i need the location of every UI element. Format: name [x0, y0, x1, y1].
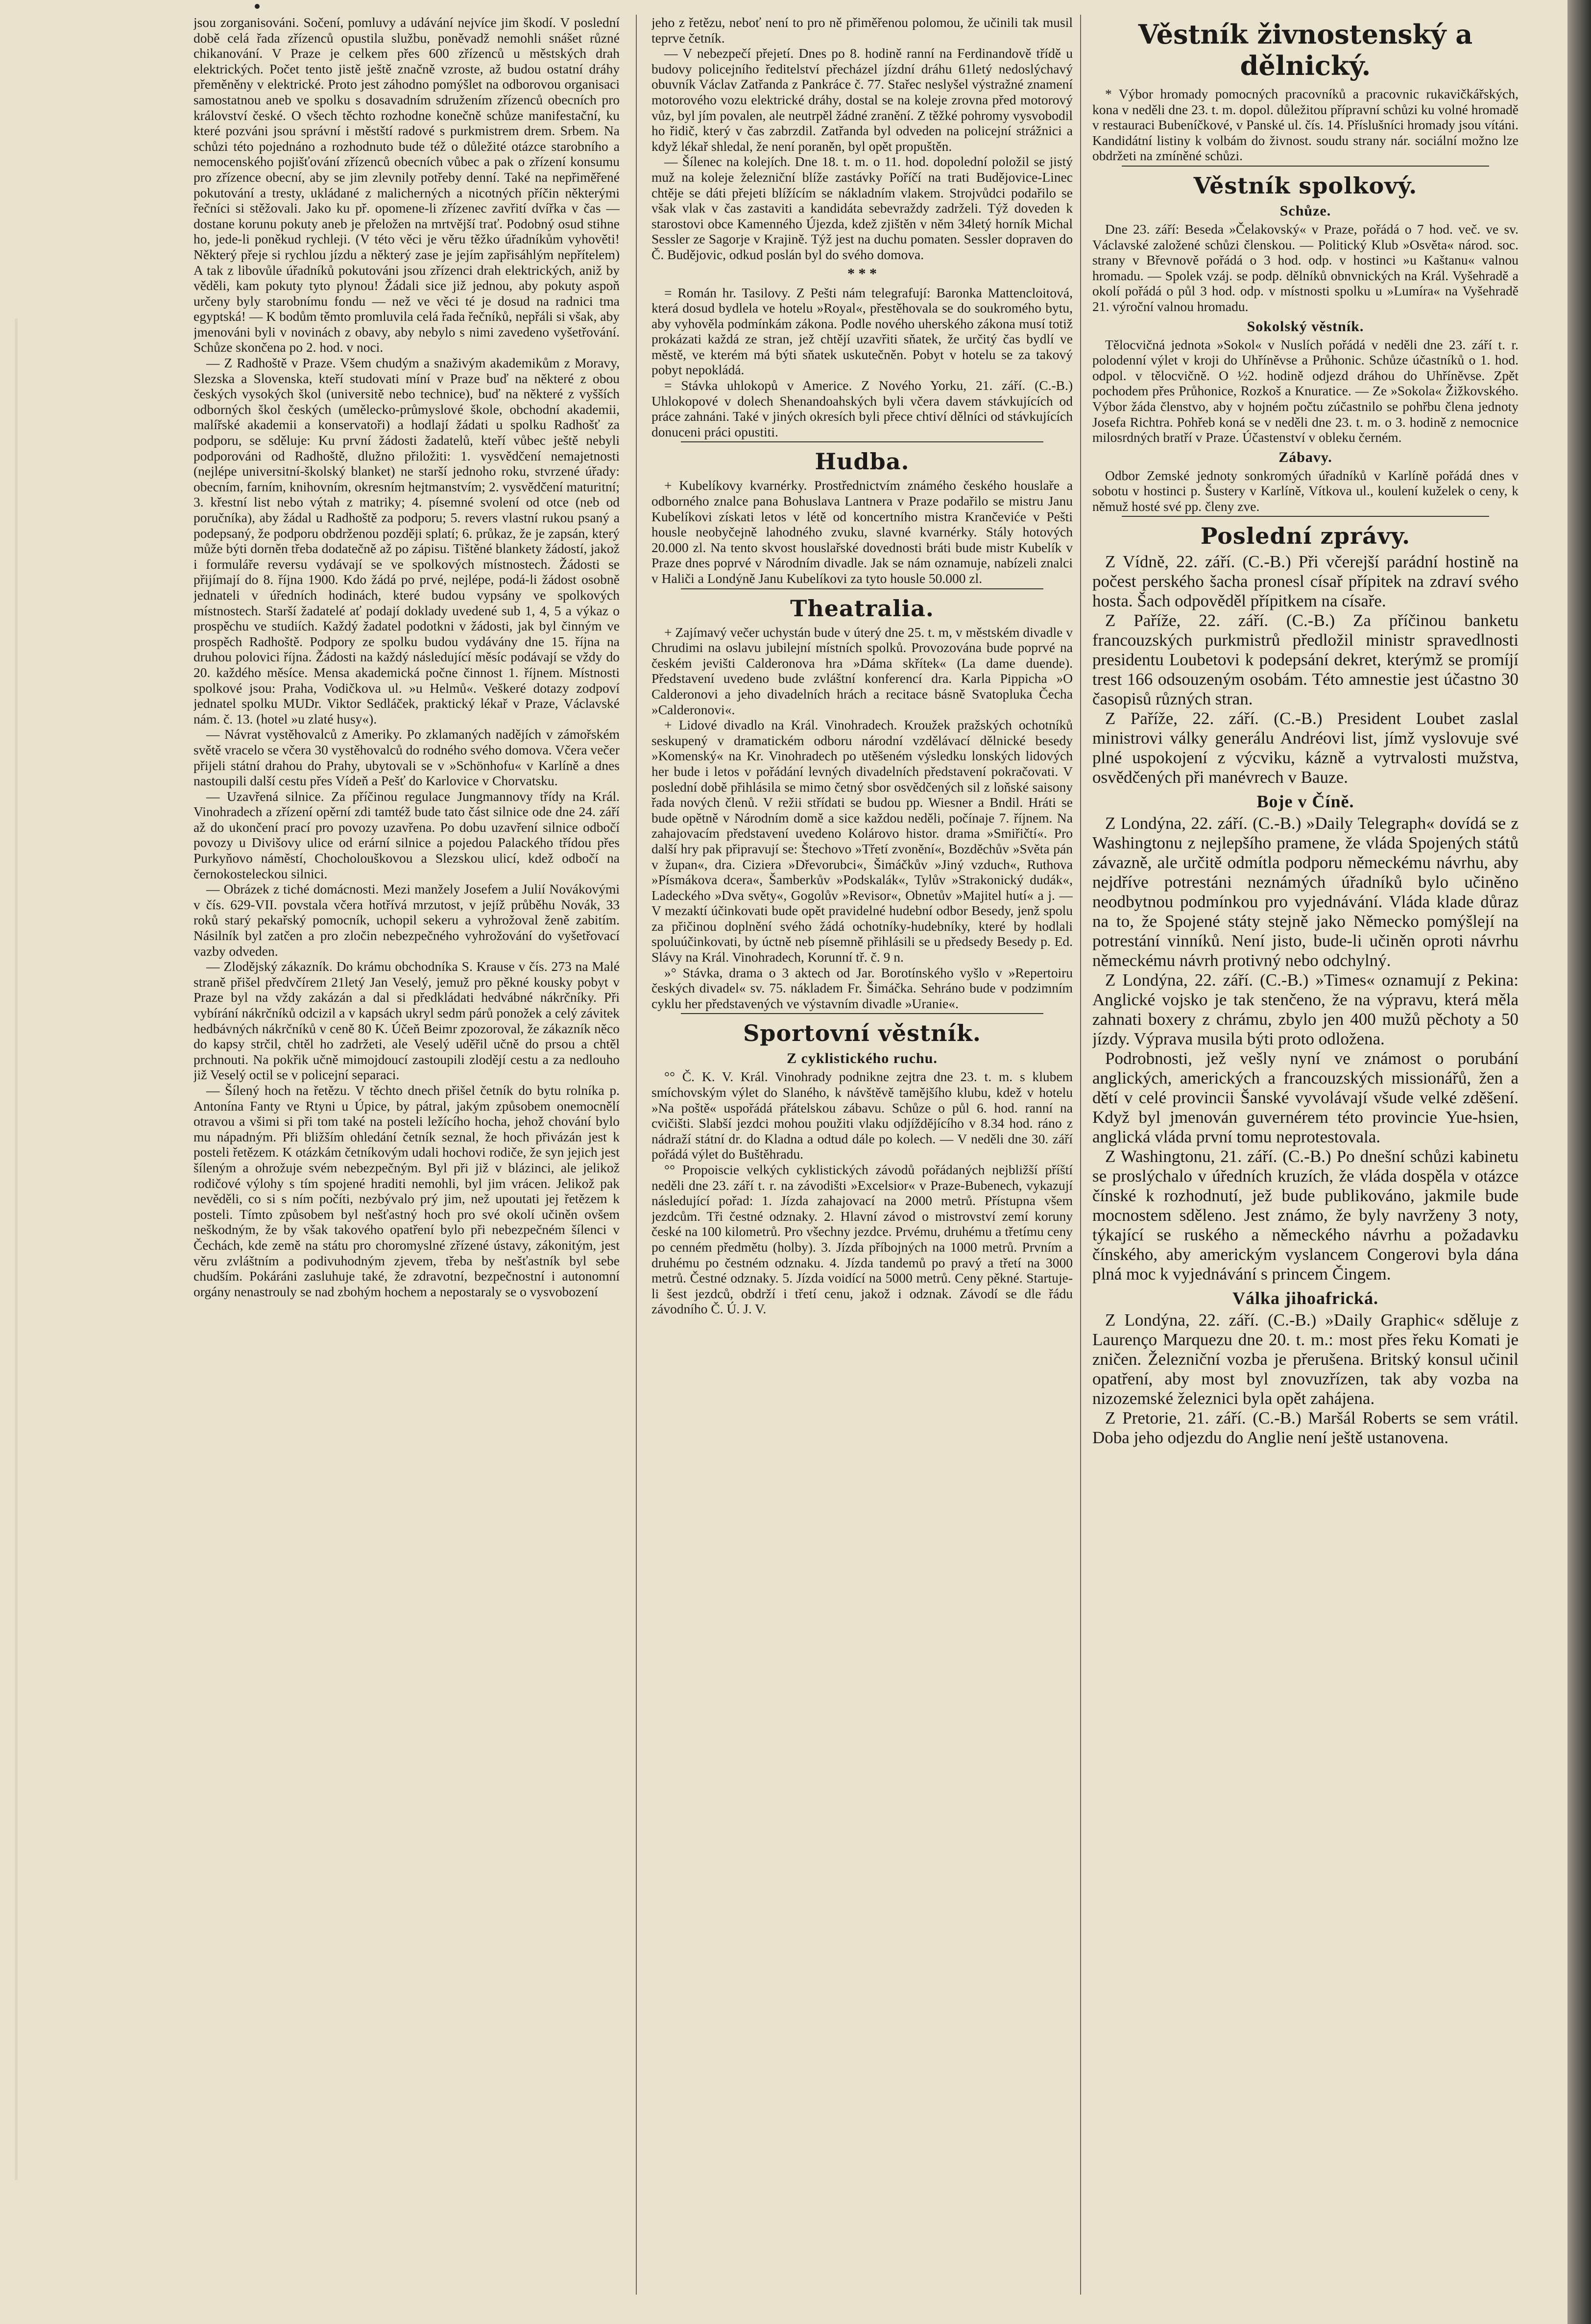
article-text: Odbor Zemské jednoty sonkromých úřadníků v Karlíně pořádá dnes v sobotu v hostinci p. Šustery v Karlíně, Vítkova ul., koulení kuželek o ceny, k němuž hosté své pp. členy zve. — [1092, 467, 1519, 514]
divider — [681, 1013, 1043, 1014]
article-text: jsou zorganisováni. Sočení, pomluvy a udávání nejvíce jim škodí. V poslední době celá řada zřízenců opustila službu, poněvadž nemohli snášet různé chikanování. V Praze je celkem přes 600 zřízenců u městských drah elektrických. Počet tento jistě ještě značně vzroste, až budou ostatní dráhy přeměněny v elektrické. Proto jest záhodno pomýšlet na odborovou organisaci samostatnou aneb ve spolku s dosavadním sdružením zřízenců obecních pro království české. O všech těchto rozhodne konečně schůze manifestační, ku které pozváni jsou správní i městští radové s purkmistrem drem. Srbem. Na schůzi této pojednáno a rozhodnuto bude též o důležité otázce starobního a nemocenského pojišťování zřízenců obecních vůbec a pak o zřízení konsumu pro zřízence obecní, aby se jim zlevnily potřeby denní. Také na nepřiměřené pokutování a tresty, ukládané z malicherných a nicotných příčin některými řečníci si stěžovali. Jako ku př. opomene-li zřízenec zavřití dvířka v čas — dostane korunu pokuty aneb je přeložen na mrtvější trať. Podobný osud stihne ho, jede-li poněkud rychleji. (V této věci je věru těžko úřadníkům vyhověti! Některý přeje si rychlou jízdu a některý zase je jejím zapřisáhlým nepřítelem) A tak z libovůle úřadníků pokutováni jsou zřízenci drah elektrických, aniž by věděli, kam pokuty tyto plynou! Žádali sice již jednou, aby pokuty aspoň určeny byly starobnímu fondu — než ve věci té je dosud na radnici tma egyptská! — K bodům těmto promluvila celá řada řečníků, nepřáli si však, aby jmenováni byli v novinách z obavy, aby nebylo s nimi zavedeno vyšetřování. Schůze skončena po 2. hod. v noci. — [193, 15, 620, 355]
article-text: Z Londýna, 22. září. (C.-B.) »Daily Graphic« sděluje z Laurenço Marquezu dne 20. t. m.: most přes řeku Komati je zničen. Železniční vozba je přerušena. Britský konsul učinil opatření, aby most byl znovuzřízen, tak aby vozba na nizozemské železnici byla opět zahájena. — [1092, 1310, 1519, 1408]
scan-edge — [1567, 0, 1591, 2324]
article-text: Z Paříže, 22. září. (C.-B.) Za příčinou banketu francouzských purkmistrů předložil ministr spravedlnosti presidentu Loubetovi k podepsání dekret, kterýmž se promíjí trest 166 odsouzeným osobám. Této amnestie jest účastno 30 časopisů různých stran. — [1092, 611, 1519, 709]
divider — [1122, 516, 1489, 517]
section-title-posledni: Poslední zprávy. — [1200, 523, 1411, 550]
article-text: = Román hr. Tasilovy. Z Pešti nám telegrafují: Baronka Mattencloitová, která dosud bydlela ve hotelu »Royal«, přestěhovala se do soukromého bytu, aby vyhověla podmínkám zákona. Podle nového uherského zákona musí totiž prokázati každá ze stran, jež chtějí uzavřiti sňatek, že určitý čas bydlí ve městě, ve kterém má býti sňatek uskutečněn. Pobyt v hotelu se za takový pobyt nepokládá. — [651, 285, 1073, 378]
column-rule — [1080, 15, 1081, 2295]
article-text: Z Londýna, 22. září. (C.-B.) »Daily Telegraph« dovídá se z Washingtonu z nejlepšího pramene, že vláda Spojených států závazně, ale určitě odmítla podporu německému návrhu, aby nejdříve potrestáni neznámých úřadníků bylo učiněno neodbytnou podmínkou pro vyjednávání. Vláda klade důraz na to, že Spojené státy stejně jako Německo pomýšlejí na potrestání vinníků. Není jisto, bude-li učiněn oproti návrhu německému návrh protivný nebo odchylný. — [1092, 814, 1519, 970]
article-text: Z Londýna, 22. září. (C.-B.) »Times« oznamují z Pekina: Anglické vojsko je tak stenčeno, že na výpravu, která měla zahnati boxery z chrámu, zbylo jen 400 mužů pěchoty a 50 jízdy. Výprava musila býti proto odložena. — [1092, 970, 1519, 1049]
subsection-title: Boje v Číně. — [1256, 792, 1354, 812]
article-text: + Lidové divadlo na Král. Vinohradech. Kroužek pražských ochotníků seskupený v dramatickém odboru národní vzdělávací dělnické besedy »Komenský« na Kr. Vinohradech po utěšeném výsledku lonských lidových her bude i letos v pořádání levných divadelních představení pokračovati. V poslední době přihlásila se mimo četný sbor osvědčených sil z loňské saisony řada nových členů. V režii střídati se budou pp. Wiesner a Bndil. Hráti se bude opětně v Národním domě a sice každou neděli, počínaje 7. říjnem. Na zahajovacím představení uvedeno Kolárovo histor. drama »Smiřičtí«. Pro další hry pak připravují se: Štechovo »Třetí zvonění«, Bozděchův »Světa pán v župan«, dra. Ciziera »Dřevorubci«, Šimáčkův »Jiný vzduch«, Ruthova »Písmákova dcera«, Šamberkův »Podskalák«, Tylův »Strakonický dudák«, Ladeckého »Dva světy«, Gogolův »Revisor«, Obnetův »Majitel hutí« a j. — V mezaktí účinkovati bude opět pravidelné hudební odbor Besedy, jenž spolu za přičinou doplnění svého žádá ochotníky-hudebníky, které by hodlali spoluúčinkovati, by úctně neb písemně přihlásili se u předsedy Besedy p. Ed. Slávy na Král. Vinohradech, Korunní tř. č. 9 n. — [651, 717, 1073, 965]
article-text: — Šílenec na kolejích. Dne 18. t. m. o 11. hod. dopolední položil se jistý muž na koleje železniční blíže zastávky Poříčí na trati Budějovice-Linec chtěje se dáti přejeti blížícím se nákladním vlakem. Strojvůdci podařilo se však vlak v čas zastaviti a kandidáta sebevraždy zadrželi. Týž doveden k starostovi obce Kamenného Újezda, kdež zjištěn v něm 34letý horník Michal Sessler ze Sagorje v Krajině. Týž jest na duchu pomaten. Sessler dopraven do Č. Budějovic, odkud poslán byl do svého domova. — [651, 154, 1073, 262]
article-text: + Kubelíkovy kvarnérky. Prostřednictvím známého českého houslaře a odborného znalce pana Bohuslava Lantnera v Praze podařilo se mistru Janu Kubelíkovi získati letos v létě od koncertního mistra Krančeviće v Pešti housle neobyčejně lahodného zvuku, slavné kvarnérky. Stály hotových 20.000 zl. Na tento skvost houslařské dovednosti bráti bude mistr Kubelík v Praze dnes poprvé v Národním divadle. Jak se nám oznamuje, nabízeli znalci v Haliči a Londýně Janu Kubelíkovi za tyto housle 50.000 zl. — [651, 478, 1073, 586]
article-text: — Uzavřená silnice. Za příčinou regulace Jungmannovy třídy na Král. Vinohradech a zřízení opěrní zdi tamtéž bude tato část silnice ode dne 24. září až do ukončení prací pro povozy uzavřena. Po dobu uzavření silnice odbočí povozy u Divišovy ulice od erární silnice a pojedou Palackého třídou přes Purkyňovo náměstí, Chocholouškovou a Slezskou ulicí, kdež odbočí na černokosteleckou silnici. — [193, 788, 620, 881]
article-text: — Obrázek z tiché domácnosti. Mezi manžely Josefem a Julií Novákovými v čís. 629-VII. povstala včera hotřívá mrzutost, v jejíž průběhu Novák, 33 roků starý pekařský pomocník, uchopil sekeru a vyhrožoval ženě zabitím. Násilník byl zatčen a pro zločin nebezpečného vyhrožování do vyšetřovací vazby odveden. — [193, 881, 620, 959]
divider — [1122, 166, 1489, 167]
column-middle — [651, 15, 1073, 2295]
divider — [681, 588, 1043, 589]
article-text: Tělocvičná jednota »Sokol« v Nuslích pořádá v neděli dne 23. září t. r. polodenní výlet v kroji do Uhříněvse a Průhonic. Schůze účastníků o 1. hod. odpol. v tělocvičně. O ½2. hodině odjezd dráhou do Uhříněvse. Zpět pochodem přes Průhonice, Rozkoš a Knuratice. — Ze »Sokola« Žižkovského. Výbor žáda členstvo, aby v hojném počtu zúčastnilo se pohřbu člena jednoty Josefa Richtra. Pohřeb koná se v neděli dne 23. t. m. o 3. hodině z nemocnice milosrdných bratří v Praze. Účastenství v obleku černém. — [1092, 337, 1519, 445]
article-text: * Výbor hromady pomocných pracovníků a pracovnic rukavičkářských, kona v neděli dne 23. t. m. dopol. důležitou přípravní schůzi ku volné hromadě v restauraci Bubeníčkové, v Panské ul. čís. 14. Příslušníci hromady jsou vítáni. Kandidátní listiny k volbám do živnost. soudu strany nár. sociální možno lze obdržeti na zmíněné schůzi. — [1092, 86, 1519, 164]
article-text: °° Č. K. V. Král. Vinohrady podnikne zejtra dne 23. t. m. s klubem smíchovským výlet do Slaného, k návštěvě tamějšího klubu, kdež v hotelu »Na poště« uspořádá přátelskou zábavu. Schůze o půl 6. hod. ranní na cvičišti. Slabší jezdci mohou použiti vlaku odjíždějícího v 8.34 hod. ráno z nádraží státní dr. do Kladna a odtud dále po kolech. — V neděli dne 30. září pořádá výlet do Buštěhradu. — [651, 1069, 1073, 1162]
latest-news-block — [1092, 523, 1519, 1448]
article-text: Podrobnosti, jež vešly nyní ve známost o porubání anglických, amerických a francouzských missionářů, žen a dětí v celé provincii Šanské vyvolávají všude velké zděšení. Když byl jmenován guvernérem této provincie Yue-hsien, anglická vláda první tomu neprotestovala. — [1092, 1049, 1519, 1147]
column-right — [1092, 15, 1519, 2295]
section-title-sport: Sportovní věstník. — [743, 1020, 981, 1047]
article-text: — Z Radhoště v Praze. Všem chudým a snaživým akademikům z Moravy, Slezska a Slovenska, kteří studovati míní v Praze buď na některé z obou českých vysokých škol (universitě nebo technice), buď na některé z vyšších odborných škol českých (umělecko-průmyslové škole, obchodní akademii, malířské akademii a konservatoři) a hodlají žádati u spolku Radhošť za podporu, se sděluje: Ku první žádosti žadatelů, kteří vůbec ještě nebyli podporováni od Radhoště, dlužno přiložiti: 1. vysvědčení nemajetnosti (nejlépe universitní-školský blanket) ne starší jednoho roku, stvrzené úřady: obecním, farním, knihovním, okresním hejtmanstvím; 2. vysvědčení maturitní; 3. křestní list nebo výtah z matriky; 4. písemné svolení od otce (neb od poručníka), aby žádal u Radhoště za podporu; 5. revers vlastní rukou psaný a podepsaný, že podporu obdrženou později splatí; 6. průkaz, že je zapsán, který může býti dorněn třeba dodatečně až po zápisu. Tištěné blankety žádostí, jakož i formuláře reversu vydávají se ve spolkových místnostech. Žádosti se přijímají do 8. října 1900. Kdo žádá po prvé, nejlépe, podá-li žádost osobně jednateli v úředních hodinách, které budou vypsány ve spolkových místnostech. Starší žadatelé ať podají doklady uvedené sub 1, 4, 5 a výkaz o prospěchu ve studiích. Každý žadatel podotkni v žádosti, jak byl činným ve prospěch Radhoště. Podpory ze spolku budou vydávány dne 15. října na druhou polovici října. Žádosti na každý následující měsíc podávají se vždy do 20. každého měsíce. Mensa akademická počne činnost 1. říjnem. Místnosti spolkové jsou: Praha, Vodičkova ul. »u Helmů«. Veškeré dotazy zodpoví jednatel spolku MUDr. Viktor Sedláček, praktický lékař v Praze, Václavské nám. č. 13. (hotel »u zlaté husy«). — [193, 355, 620, 726]
divider — [681, 441, 1043, 442]
section-title-hudba: Hudba. — [815, 448, 910, 475]
section-stars: * * * — [847, 265, 877, 282]
article-text: + Zajímavý večer uchystán bude v úterý dne 25. t. m, v městském divadle v Chrudimi na oslavu jubilejní místních spolků. Provozována bude poprvé na českém jevišti Calderonova hra »Dáma skřítek« (La dame duende). Představení uvedeno bude zvláštní konferencí dra. Karla Pippicha »O Calderonovi a jeho divadelních hrách a recitace básně Svatopluka Čecha »Calderonovi«. — [651, 624, 1073, 717]
article-text: — Šílený hoch na řetězu. V těchto dnech přišel četník do bytu rolníka p. Antonína Fanty ve Rtyni u Úpice, by pátral, jakým způsobem onemocnělí otravou a všimi si při tom také na posteli ležícího hocha, jehož chování bylo mu nápadným. Při bližším ohledání četník seznal, že hoch přivázán jest k posteli řetězem. K otázkám četníkovým udali hochovi rodiče, že syn jejich jest šíleným a ohrožuje svém nebezpečným. Byl při již v blázinci, ale jelikož rodičové výlohy s tím spojené hraditi nemohli, byl jim vrácen. Jelikož pak nevěděli, co si s ním počíti, nezbývalo prý jim, než upoutati jej řetězem k posteli. Tímto způsobem byl nešťastný hoch pro své okolí učiněn ovšem neškodným, že by však takového opatření bylo při nebezpečném šílenci v Čechách, kde země na státu pro choromyslné zřízené ústavy, zákonitým, jest věru zvláštním a podivuhodným zjevem, třeba by nešťastník byl sebe chudším. Pokáráni zasluhuje také, že zdravotní, bezpečnostní i autonomní orgány nenastrouly se nad zbohým hochem a nepostaraly se o vysvobození — [193, 1082, 620, 1299]
column-rule — [636, 15, 637, 2295]
article-text: °° Propoiscie velkých cyklistických závodů pořádaných nejbližší příští neděli dne 23. září t. r. na závodišti »Excelsior« v Praze-Bubenech, vykazují následující pořad: 1. Jízda zahajovací na 2000 metrů. Přístupna všem jezdcům. Tři čestné odznaky. 2. Hlavní závod o mistrovství zemí koruny české na 100 kilometrů. Pro všechny jezdce. Prvému, druhému a třetímu ceny po cenném předmětu (holby). 3. Jízda příbojných na 1000 metrů. Prvním a druhému po čestném odznaku. 4. Jízda tandemů po pravý a třetí na 3000 metrů. Čestné odznaky. 5. Jízda voidící na 5000 metrů. Ceny pěkné. Startuje-li šest jezdců, obdrží i třetí cenu, jakož i odznak. Závodí se dle řádu závodního Č. Ú. J. V. — [651, 1162, 1073, 1317]
article-text: Z Paříže, 22. září. (C.-B.) President Loubet zaslal ministrovi války generálu Andréovi list, jímž vyslovuje své plné uspokojení z výcviku, kázně a vytrvalosti mužstva, osvědčených při manévrech v Bauze. — [1092, 709, 1519, 787]
article-text: Z Pretorie, 21. září. (C.-B.) Maršál Roberts se sem vrátil. Doba jeho odjezdu do Anglie není ještě ustanovena. — [1092, 1408, 1519, 1448]
column-left — [193, 15, 620, 2295]
subsection-title: Schůze. — [1279, 202, 1331, 219]
ink-dot — [255, 4, 260, 9]
article-text: — Zlodějský zákazník. Do krámu obchodníka S. Krause v čís. 273 na Malé straně přišel předvčírem 21letý Jan Veselý, jemuž pro pěkné kousky pobyt v Praze byl na vždy zakázán a dal si předkládati hedvábné nákrčníky. Při vybírání nákrčníků odcizil a v kapsách ukryl sedm párů ponožek a celý závitek hedbávných nákrčníků v ceně 80 K. Účeň Beimr zpozoroval, že zákazník něco do kapsy strčil, chtěl ho zadržeti, ale Veselý uděřil učně do prsou a chtěl prchnouti. Na pokřik učně mimojdoucí zastoupili zlodějí cestu a za nedlouho již Veselý octil se v policejní separaci. — [193, 959, 620, 1083]
subsection-title: Z cyklistického ruchu. — [787, 1050, 938, 1067]
section-title-theatralia: Theatralia. — [790, 595, 934, 622]
article-text: Z Vídně, 22. září. (C.-B.) Při včerejší parádní hostině na počest perského šacha pronesl císař přípitek na zdraví svého hosta. Šach odpověděl přípitkem na císaře. — [1092, 552, 1519, 611]
article-text: Dne 23. září: Beseda »Čelakovský« v Praze, pořádá o 7 hod. več. ve sv. Václavské založené schůzi členskou. — Politický Klub »Osvěta« národ. soc. strany v Břevnově pořádá o 3 hod. odp. v hostinci »u Kaštanu« valnou hromadu. — Spolek vzáj. se podp. dělníků obnvnických na Král. Vyšehradě a okolí pořádá o půl 3 hod. odp. v místnosti spolku u »Lumíra« na Vyšehradě 21. výroční valnou hromadu. — [1092, 221, 1519, 314]
article-text: = Stávka uhlokopů v Americe. Z Nového Yorku, 21. září. (C.-B.) Uhlokopové v dolech Shenandoahských byli včera davem stávkujících od práce zahnáni. Také v jiných okresích byli přece chtiví dělníci od stávkujících donuceni práci opustiti. — [651, 378, 1073, 439]
article-text: — V nebezpečí přejetí. Dnes po 8. hodině ranní na Ferdinandově třídě u budovy policejního ředitelství přecházel jízdní dráhu 61letý nedoslýchavý obuvník Václav Zatřanda z Pankráce č. 77. Stařec neslyšel výstražné znamení motorového vozu elektrické dráhy, dostal se na koleje zrovna před motorový vůz, byl jím povalen, ale neutrpěl žádné zranění. Z těžké pohromy vysvobodil ho řidič, který v čas zabrzdil. Zatřanda byl odveden na policejní strážnici a když lékař shledal, že není poraněn, byl opět propuštěn. — [651, 46, 1073, 154]
article-text: jeho z řetězu, neboť není to pro ně přiměřenou polomou, že učinili tak musil teprve četník. — [651, 15, 1073, 46]
article-text: Z Washingtonu, 21. září. (C.-B.) Po dnešní schůzi kabinetu se proslýchalo v úředních kruzích, že vláda dospěla v otázce čínské k rozhodnutí, jež bude publikováno, jakmile bude mocnostem sděleno. Jest známo, že byly navrženy 3 noty, týkající se ruského a německého návrhu a požadavku čínského, aby americkým vyslancem Congerovi byla dána plná moc k vyjednávání s princem Čingem. — [1092, 1147, 1519, 1284]
article-text: — Návrat vystěhovalců z Ameriky. Po zklamaných nadějích v zámořském světě vracelo se včera 30 vystěhovalců do rodného svého domova. Včera večer přijeli státní drahou do Prahy, ubytovali se v »Schönhofu« v Karlíně a dnes nastoupili další cestu přes Vídeň a Pešť do Karlovice v Chorvatsku. — [193, 726, 620, 789]
subsection-title: Válka jihoafrická. — [1232, 1288, 1378, 1308]
section-title-spolkovy: Věstník spolkový. — [1193, 172, 1418, 199]
subsection-title: Zábavy. — [1278, 449, 1332, 465]
subsection-title: Sokolský věstník. — [1247, 318, 1364, 335]
article-text: »° Stávka, drama o 3 aktech od Jar. Borotínského vyšlo v »Repertoiru českých divadel« sv. 75. nákladem Fr. Šimáčka. Sehráno bude v podzimním cyklu her představených ve výstavním divadle »Uranie«. — [651, 965, 1073, 1011]
section-title-zivnostensky: Věstník živnostenský a dělnický. — [1138, 19, 1473, 81]
fold-shadow — [15, 318, 18, 2180]
